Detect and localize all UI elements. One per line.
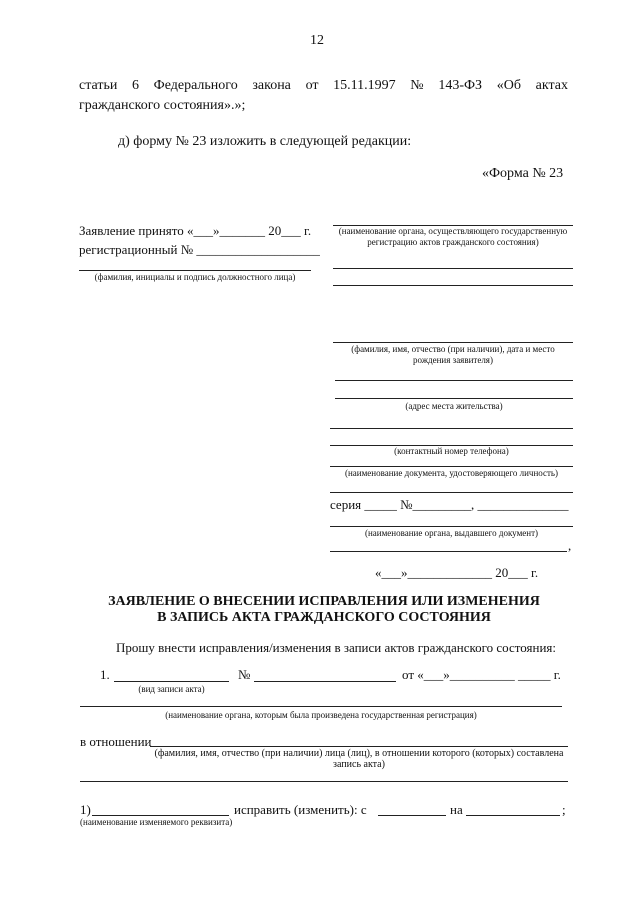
old-value-line (378, 815, 446, 816)
fix-row-number: 1) (80, 802, 91, 817)
person-line-2 (80, 781, 568, 782)
intro-line-2: гражданского состояния».»; (79, 98, 246, 113)
organ-line-3 (333, 285, 573, 286)
intro-word: Федерального (153, 78, 238, 93)
attribute-line (92, 815, 229, 816)
record-number-line (254, 681, 396, 682)
fix-row-end: ; (562, 802, 566, 817)
doc-caption: (наименование документа, удостоверяющего личность) (344, 468, 559, 478)
fix-row-to: на (450, 802, 463, 817)
row1-date: от «___»__________ _____ г. (402, 667, 561, 682)
intro-word: актах (535, 78, 568, 93)
intro-word: № (410, 78, 424, 93)
registration-organ-line (80, 706, 562, 707)
person-line (150, 746, 568, 747)
row1-number-sign: № (238, 667, 251, 682)
applicant-caption: (фамилия, имя, отчество (при наличии), дата и место рождения заявителя) (351, 344, 555, 365)
address-line-2 (330, 428, 573, 429)
issuer-comma: , (568, 538, 572, 553)
intro-word: «Об (496, 78, 521, 93)
form-title-line-2: В ЗАПИСЬ АКТА ГРАЖДАНСКОГО СОСТОЯНИЯ (157, 610, 491, 625)
person-caption: (фамилия, имя, отчество (при наличии) лица (лиц), в отношении которого (которых) составлена запись акта) (154, 748, 564, 770)
phone-caption: (контактный номер телефона) (394, 446, 509, 456)
doc-line (330, 466, 573, 467)
issuer-caption: (наименование органа, выдавшего документ) (364, 528, 539, 538)
attribute-caption: (наименование изменяемого реквизита) (80, 817, 233, 827)
request-text: Прошу внести исправления/изменения в записи актов гражданского состояния: (116, 640, 557, 655)
intro-word: закона (252, 78, 291, 93)
applicant-line (333, 342, 573, 343)
intro-word: от (305, 78, 319, 93)
reg-number-line: регистрационный № ___________________ (79, 242, 320, 257)
issuer-line-2 (330, 551, 567, 552)
regarding-label: в отношении (80, 734, 152, 749)
form-title-line-1: ЗАЯВЛЕНИЕ О ВНЕСЕНИИ ИСПРАВЛЕНИЯ ИЛИ ИЗМЕНЕНИЯ (108, 594, 540, 609)
date-line: «___»_____________ 20___ г. (375, 565, 539, 580)
official-signature-line (79, 270, 311, 271)
registration-organ-caption: (наименование органа, которым была произведена государственная регистрация) (165, 710, 477, 720)
form-label: «Форма № 23 (482, 166, 564, 181)
intro-word: 143-ФЗ (438, 78, 483, 93)
accepted-line: Заявление принято «___»_______ 20___ г. (79, 223, 312, 238)
official-caption: (фамилия, инициалы и подпись должностного лица) (94, 272, 296, 282)
address-caption: (адрес места жительства) (405, 401, 503, 411)
record-kind-caption: (вид записи акта) (138, 684, 205, 694)
intro-word: 6 (132, 78, 140, 93)
intro-line-1 (79, 78, 568, 94)
new-value-line (466, 815, 560, 816)
applicant-line-2 (335, 380, 573, 381)
fix-row-text: исправить (изменить): с (234, 802, 367, 817)
page-number: 12 (310, 33, 324, 48)
row1-number: 1. (100, 667, 110, 682)
address-line (335, 398, 573, 399)
issuer-line (330, 526, 573, 527)
organ-line-2 (333, 268, 573, 269)
item-d: д) форму № 23 изложить в следующей редакции: (118, 134, 412, 149)
organ-caption: (наименование органа, осуществляющего государственную регистрацию актов гражданского состояния) (338, 226, 568, 247)
series-line: серия _____ №_________, ______________ (330, 497, 569, 512)
record-kind-line (114, 681, 229, 682)
intro-word: 15.11.1997 (333, 78, 396, 93)
intro-word: статьи (79, 78, 118, 93)
doc-line-2 (330, 492, 573, 493)
